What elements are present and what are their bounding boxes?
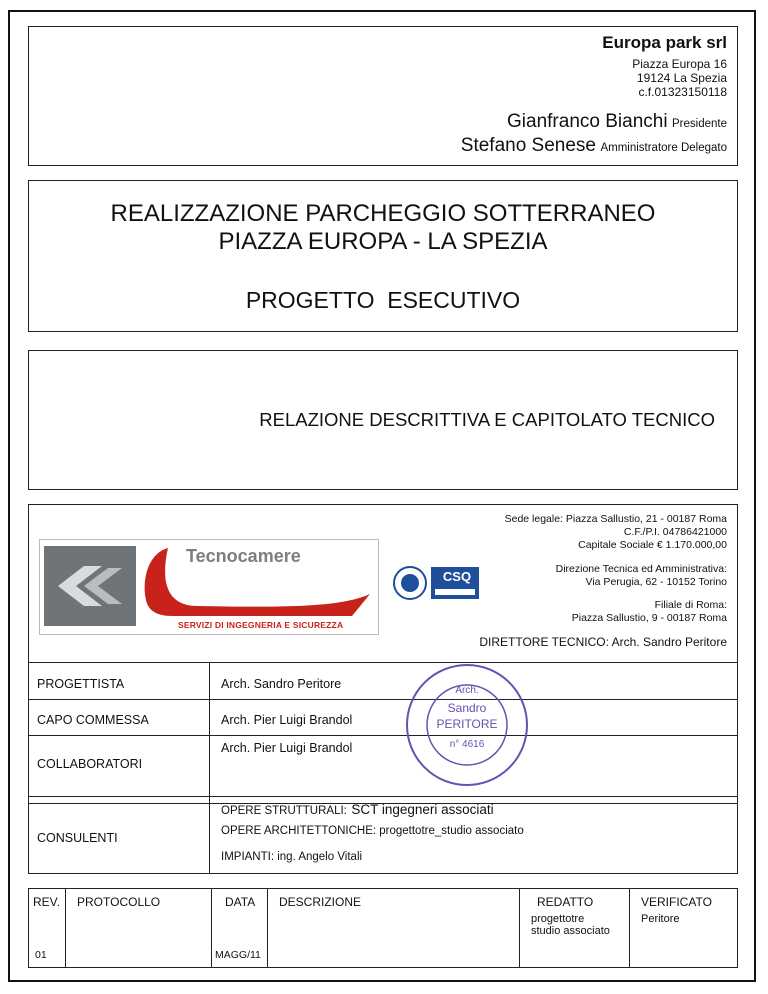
- rev-col-line-1: [65, 889, 66, 967]
- ceo-name: Stefano Senese: [460, 135, 596, 156]
- firm-direction-2: Via Perugia, 62 - 10152 Torino: [585, 576, 727, 588]
- document-title-box: [28, 350, 738, 490]
- structural-value: SCT ingegneri associati: [351, 802, 494, 817]
- consultant-plants: IMPIANTI: ing. Angelo Vitali: [221, 851, 363, 863]
- header-description: DESCRIZIONE: [279, 895, 362, 909]
- rev-col-line-3: [267, 889, 268, 967]
- ceo-line: [461, 135, 727, 157]
- revisions-table: [28, 888, 738, 968]
- stamp-number: n° 4616: [449, 739, 485, 750]
- roles-row-line-2: [29, 735, 737, 736]
- firm-branch-1: Filiale di Roma:: [654, 599, 727, 611]
- stamp-line-1: Arch.: [455, 685, 479, 696]
- company-address-1: Piazza Europa 16: [632, 57, 727, 71]
- firm-legal-1: Sede legale: Piazza Sallustio, 21 - 00187 Roma: [504, 513, 727, 525]
- tecnocamere-wordmark: Tecnocamere: [186, 546, 301, 566]
- firm-box: [28, 504, 738, 662]
- role-value-designer: Arch. Sandro Peritore: [221, 677, 342, 691]
- role-label-designer: PROGETTISTA: [37, 677, 125, 691]
- rev-number: 01: [35, 949, 47, 961]
- tecnocamere-tagline: SERVIZI DI INGEGNERIA E SICUREZZA: [178, 620, 344, 630]
- csq-label: CSQ: [442, 569, 472, 584]
- president-line: [507, 111, 727, 133]
- ceo-role: Amministratore Delegato: [600, 142, 727, 154]
- consultant-structural: [221, 801, 494, 819]
- technical-director: DIRETTORE TECNICO: Arch. Sandro Peritore: [479, 635, 727, 649]
- firm-direction: [556, 563, 727, 589]
- checked-by: Peritore: [641, 913, 680, 925]
- company-address-2: 19124 La Spezia: [636, 71, 727, 85]
- roles-table: [28, 662, 738, 804]
- firm-legal-3: Capitale Sociale € 1.170.000,00: [578, 539, 727, 551]
- tecnocamere-logo: [39, 539, 379, 635]
- certification-badges: [393, 565, 483, 601]
- document-title: RELAZIONE DESCRITTIVA E CAPITOLATO TECNICO: [259, 409, 715, 430]
- architect-stamp: [397, 663, 537, 791]
- president-role: Presidente: [672, 118, 727, 130]
- company-fiscal-code: c.f.01323150118: [638, 85, 727, 99]
- firm-legal: [505, 513, 727, 552]
- drafted-by-2: studio associato: [531, 925, 610, 937]
- firm-direction-1: Direzione Tecnica ed Amministrativa:: [555, 563, 727, 575]
- header-protocol: PROTOCOLLO: [77, 895, 161, 909]
- consultants-label: CONSULENTI: [37, 831, 118, 845]
- consultant-architectural: OPERE ARCHITETTONICHE: progettotre_studio associato: [221, 825, 524, 837]
- rev-col-line-2: [211, 889, 212, 967]
- consultants-divider: [209, 797, 210, 873]
- consultants-box: [28, 796, 738, 874]
- project-phase: [29, 287, 737, 314]
- header-checked: VERIFICATO: [641, 895, 712, 909]
- project-title-2: PIAZZA EUROPA - LA SPEZIA: [218, 228, 548, 255]
- rev-date: MAGG/11: [215, 949, 261, 961]
- roles-row-line-1: [29, 699, 737, 700]
- firm-branch-2: Piazza Sallustio, 9 - 00187 Roma: [571, 612, 727, 624]
- role-label-collaborators: COLLABORATORI: [37, 757, 143, 771]
- project-phase-b: ESECUTIVO: [387, 287, 521, 313]
- role-label-project-lead: CAPO COMMESSA: [37, 713, 149, 727]
- header-rev: REV.: [33, 895, 60, 909]
- project-title-1: REALIZZAZIONE PARCHEGGIO SOTTERRANEO: [110, 200, 656, 227]
- company-name: Europa park srl: [602, 33, 727, 52]
- header-drafted: REDATTO: [537, 895, 594, 909]
- stamp-line-2: Sandro: [447, 701, 487, 715]
- drafted-by: [531, 913, 610, 937]
- header-date: DATA: [225, 895, 256, 909]
- roles-divider: [209, 663, 210, 803]
- president-name: Gianfranco Bianchi: [507, 111, 668, 132]
- company-header: [28, 26, 738, 166]
- stamp-line-3: PERITORE: [436, 717, 498, 731]
- role-value-collaborators: Arch. Pier Luigi Brandol: [221, 741, 353, 755]
- rev-col-line-4: [519, 889, 520, 967]
- structural-label: OPERE STRUTTURALI:: [221, 805, 347, 817]
- firm-branch: [572, 599, 727, 625]
- rev-col-line-5: [629, 889, 630, 967]
- project-title-box: [28, 180, 738, 332]
- tecnocamere-mark-icon: [44, 546, 136, 626]
- project-phase-a: PROGETTO: [245, 287, 375, 313]
- role-value-project-lead: Arch. Pier Luigi Brandol: [221, 713, 353, 727]
- firm-legal-2: C.F./P.I. 04786421000: [623, 526, 727, 538]
- drafted-by-1: progettotre: [531, 913, 585, 925]
